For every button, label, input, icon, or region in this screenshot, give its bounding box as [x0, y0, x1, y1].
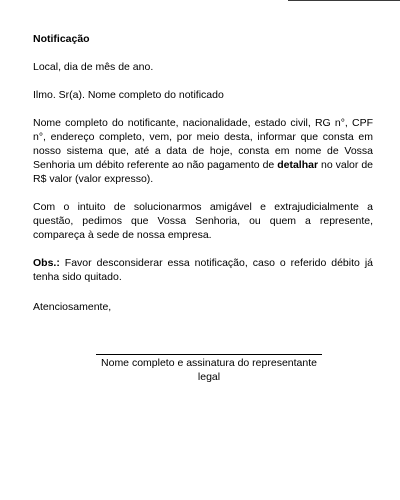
place-date: Local, dia de mês de ano. [33, 61, 154, 73]
signature-caption: Nome completo e assinatura do representante legal [101, 357, 317, 383]
observation-label: Obs.: [33, 257, 60, 269]
addressee-line: Ilmo. Sr(a). Nome completo do notificado [33, 89, 224, 101]
signature-line [96, 354, 322, 355]
paragraph-text-start: Nome completo do notificante, nacionalidade, estado civil, RG n°, CPF n°, endereço completo, vem, por meio desta, informar que consta em nosso sistema que, até a data de hoje, consta em nome de Vossa Senhoria um débito referente ao não pagamento de [33, 117, 373, 171]
observation-paragraph [33, 256, 373, 284]
closing-salutation: Atenciosamente, [33, 301, 112, 313]
paragraph-text-end: no valor de R$ valor (valor expresso). [33, 159, 373, 185]
request-paragraph: Com o intuito de solucionarmos amigável e extrajudicialmente a questão, pedimos que Vossa Senhoria, ou quem a represente, compareça à sede de nossa empresa. [33, 201, 373, 241]
top-border-line [288, 0, 400, 1]
letter-body [33, 32, 373, 284]
document-title: Notificação [33, 33, 90, 45]
bold-term: detalhar [277, 159, 319, 171]
notification-paragraph [33, 116, 373, 186]
observation-text: Favor desconsiderar essa notificação, caso o referido débito já tenha sido quitado. [33, 257, 373, 283]
